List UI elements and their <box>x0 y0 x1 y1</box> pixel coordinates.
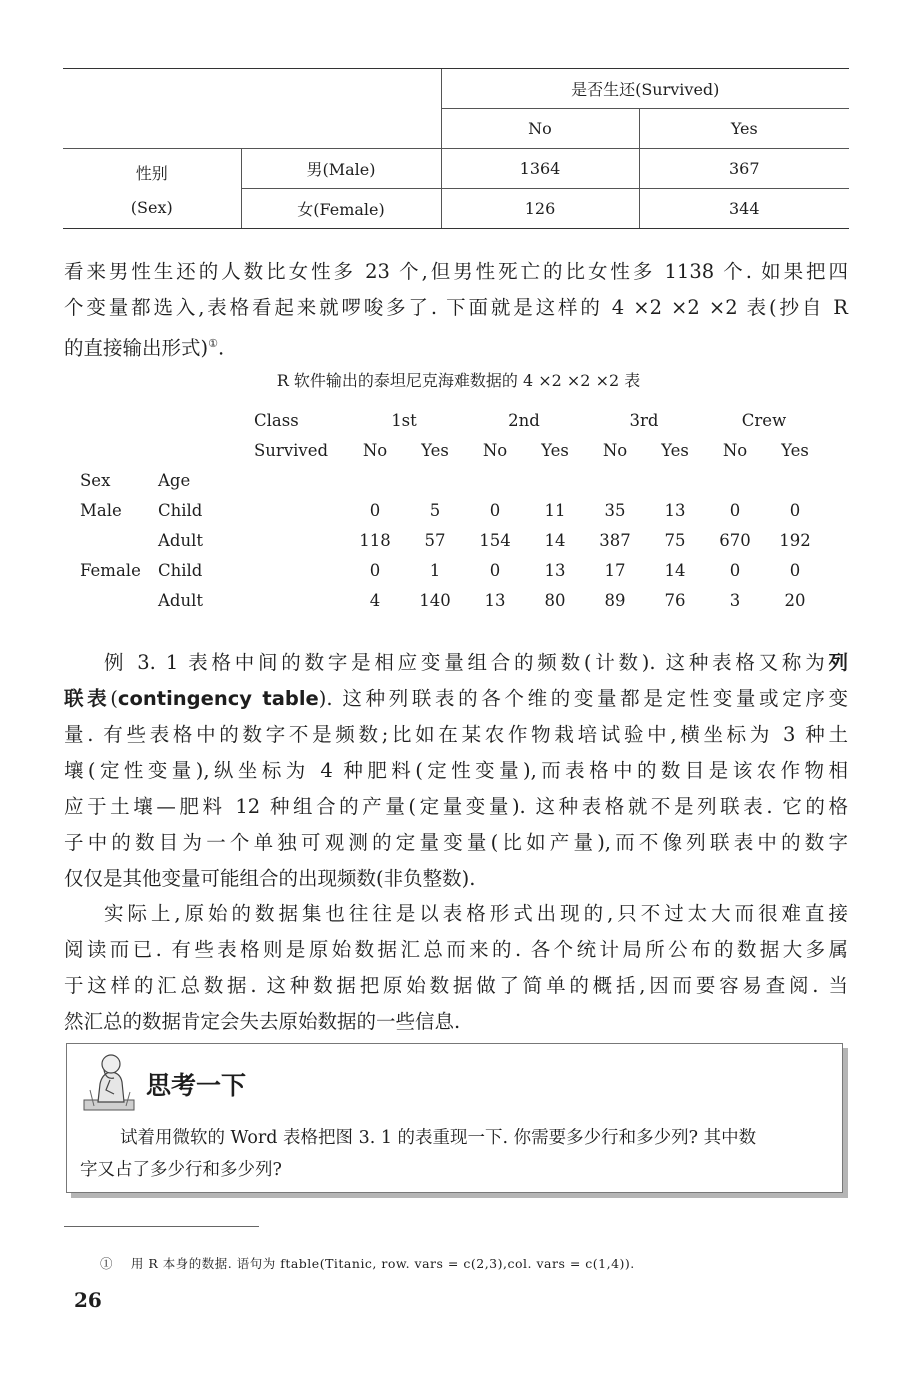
row-sex <box>80 525 158 555</box>
row-sex: Male <box>80 500 122 520</box>
cell: 13 <box>664 500 686 520</box>
class-2nd: 2nd <box>508 410 540 430</box>
para1-line2: 个变量都选入,表格看起来就啰唆多了. 下面就是这样的 4 ×2 ×2 ×2 表(抄自 R <box>64 296 848 319</box>
table-row <box>80 525 824 555</box>
cell: 13 <box>544 560 566 580</box>
survived-header: 是否生还(Survived) <box>441 69 849 109</box>
cell: 0 <box>789 560 801 580</box>
cell: 4 <box>369 590 381 610</box>
row-sex: Female <box>80 560 141 580</box>
sex-survival-table <box>63 68 849 229</box>
para2-line1 <box>64 645 848 681</box>
cell: 17 <box>604 560 626 580</box>
cell: 14 <box>664 560 686 580</box>
sex-label-cn: 性别 <box>135 163 168 183</box>
cell: 0 <box>369 500 381 520</box>
cell: 0 <box>729 560 741 580</box>
titanic-ftable <box>80 405 824 615</box>
male-yes: 367 <box>639 149 849 189</box>
think-title: 思考一下 <box>146 1071 247 1100</box>
para2-line2 <box>64 681 848 717</box>
para1-line1: 看来男性生还的人数比女性多 23 个,但男性死亡的比女性多 1138 个. 如果把四 <box>64 260 848 283</box>
para2-line2-text: ). 这种列联表的各个维的变量都是定性变量或定序变 <box>318 687 848 710</box>
row-age: Child <box>158 500 203 520</box>
col-no: No <box>722 440 748 460</box>
cell: 0 <box>789 500 801 520</box>
col-yes: Yes <box>421 440 449 460</box>
female-no: 126 <box>441 189 639 229</box>
col-yes: Yes <box>781 440 809 460</box>
para3-line3: 于这样的汇总数据. 这种数据把原始数据做了简单的概括,因而要容易查阅. 当 <box>64 974 848 997</box>
row-age: Adult <box>158 530 204 550</box>
header-no: No <box>441 109 639 149</box>
survived-label: Survived <box>254 440 329 460</box>
footnote-divider <box>64 1226 259 1227</box>
class-3rd: 3rd <box>629 410 659 430</box>
cell: 1 <box>429 560 441 580</box>
row-male-label: 男(Male) <box>241 149 441 189</box>
para2-line3: 量. 有些表格中的数字不是频数;比如在某农作物栽培试验中,横坐标为 3 种土 <box>64 723 848 746</box>
table1-empty-corner <box>63 69 441 149</box>
class-1st: 1st <box>391 410 417 430</box>
para1-line3-end: . <box>217 336 225 360</box>
table-row <box>80 585 824 615</box>
cell: 57 <box>424 530 446 550</box>
col-no: No <box>482 440 508 460</box>
table-row <box>80 495 824 525</box>
age-header: Age <box>158 470 191 490</box>
para2-line4: 壤(定性变量),纵坐标为 4 种肥料(定性变量),而表格中的数目是该农作物相 <box>64 759 848 782</box>
col-no: No <box>602 440 628 460</box>
cell: 80 <box>544 590 566 610</box>
paragraph-2 <box>64 645 848 897</box>
footnote-marker[interactable]: ① <box>208 337 218 350</box>
cell: 140 <box>419 590 451 610</box>
sex-header: Sex <box>80 470 111 490</box>
para3-line1: 实际上,原始的数据集也往往是以表格形式出现的,只不过太大而很难直接 <box>104 902 848 925</box>
col-yes: Yes <box>661 440 689 460</box>
page-number: 26 <box>74 1288 102 1312</box>
think-line2: 字又占了多少行和多少列? <box>80 1160 282 1180</box>
cell: 11 <box>544 500 566 520</box>
cell: 35 <box>604 500 626 520</box>
paragraph-3 <box>64 896 848 1040</box>
class-crew: Crew <box>741 410 787 430</box>
cell: 118 <box>359 530 391 550</box>
footnote <box>100 1254 635 1272</box>
cell: 0 <box>489 560 501 580</box>
cell: 13 <box>484 590 506 610</box>
term-bold: 联表 <box>64 687 111 710</box>
cell: 387 <box>599 530 631 550</box>
cell: 75 <box>664 530 686 550</box>
think-line1: 试着用微软的 Word 表格把图 3. 1 的表重现一下. 你需要多少行和多少列? 其中数 <box>120 1128 757 1148</box>
cell: 3 <box>729 590 741 610</box>
para1-line3-text: 的直接输出形式) <box>64 336 209 360</box>
header-yes: Yes <box>639 109 849 149</box>
para2-line1-text: 例 3. 1 表格中间的数字是相应变量组合的频数(计数). 这种表格又称为 <box>104 651 829 674</box>
male-no: 1364 <box>441 149 639 189</box>
cell: 0 <box>489 500 501 520</box>
footnote-text: 用 R 本身的数据. 语句为 ftable(Titanic, row. vars = c(2,3),col. vars = c(1,4)). <box>130 1256 635 1271</box>
footnote-mark: ① <box>100 1256 114 1271</box>
cell: 14 <box>544 530 566 550</box>
table2-caption: R 软件输出的泰坦尼克海难数据的 4 ×2 ×2 ×2 表 <box>276 371 641 390</box>
para2-paren: ( <box>110 687 118 710</box>
class-label: Class <box>254 410 299 430</box>
row-age: Adult <box>158 590 204 610</box>
cell: 89 <box>604 590 626 610</box>
row-sex <box>80 585 158 615</box>
cell: 0 <box>729 500 741 520</box>
cell: 5 <box>429 500 441 520</box>
cell: 670 <box>719 530 751 550</box>
cell: 76 <box>664 590 686 610</box>
col-yes: Yes <box>541 440 569 460</box>
row-female-label: 女(Female) <box>241 189 441 229</box>
cell: 192 <box>779 530 811 550</box>
para1-line3 <box>64 326 848 367</box>
col-no: No <box>362 440 388 460</box>
para2-line5: 应于土壤—肥料 12 种组合的产量(定量变量). 这种表格就不是列联表. 它的格 <box>64 795 848 818</box>
para3-line2: 阅读而已. 有些表格则是原始数据汇总而来的. 各个统计局所公布的数据大多属 <box>64 938 848 961</box>
thinker-icon <box>80 1050 138 1114</box>
para2-line7: 仅仅是其他变量可能组合的出现频数(非负整数). <box>64 867 476 890</box>
female-yes: 344 <box>639 189 849 229</box>
row-age: Child <box>158 560 203 580</box>
cell: 154 <box>479 530 511 550</box>
term-bold: 列 <box>828 651 848 674</box>
para2-line6: 子中的数目为一个单独可观测的定量变量(比如产量),而不像列联表中的数字 <box>64 831 848 854</box>
sex-label <box>63 149 241 229</box>
para3-line4: 然汇总的数据肯定会失去原始数据的一些信息. <box>64 1010 461 1033</box>
paragraph-1 <box>64 254 848 367</box>
sex-label-en: (Sex) <box>130 197 173 217</box>
cell: 0 <box>369 560 381 580</box>
think-text <box>80 1122 832 1186</box>
term-english-bold: contingency table <box>117 687 319 710</box>
table-row <box>80 555 824 585</box>
cell: 20 <box>784 590 806 610</box>
